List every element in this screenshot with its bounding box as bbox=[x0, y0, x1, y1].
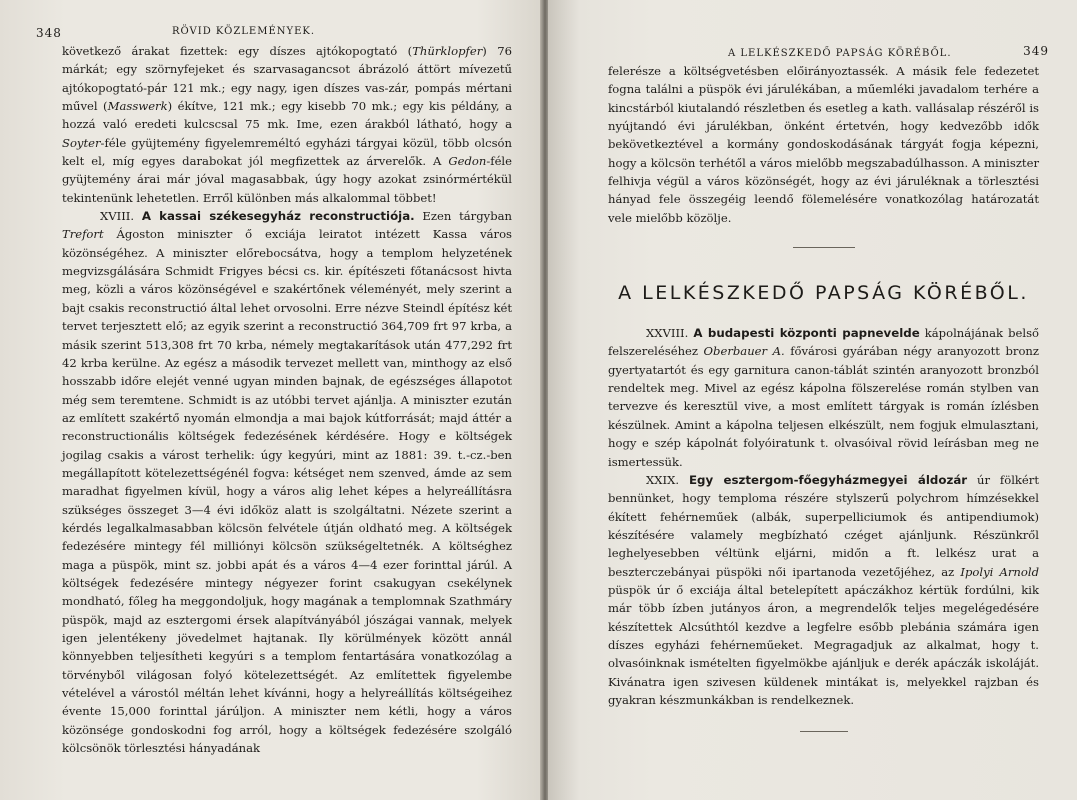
italic-name: Gedon bbox=[448, 154, 487, 169]
text-run: -féle gyüjtemény figyelemreméltó egyházi tárgyai közül, több olcsón kelt el, míg egyes darabokat jól megfizettek az árverelők. A bbox=[62, 135, 512, 169]
paragraph-xxix bbox=[608, 471, 1039, 709]
text-run: ) 76 márkát; egy szörnyfejeket és szarvasagancsot ábrázoló áttört mívezetű ajtókopogtató-pár 121 mk.; egy nagy, igen díszes vas-zár, pompás mértani művel ( bbox=[62, 44, 512, 114]
text-run: püspök úr ő exciája által betelepített apáczákhoz kértük fordúlni, kik már több ízben jutányos áron, a megrendelők teljes megelégedésére készítettek Alcsúthtól kezdve a legfelre esőbb plebánia számára igen díszes egyházi fehérneműeket. Megragadjuk az alkalmat, hogy t. olvasóinknak ismételten figyelmökbe ajánljuk e derék apáczák iskoláját. Kivánatra igen szivesen küldenek mintákat is, melyekkel rajzban és gyakran készmunkákban is rendelkeznek. bbox=[608, 582, 1039, 707]
right-page bbox=[548, 0, 1077, 800]
left-running-head bbox=[36, 24, 512, 42]
left-running-title: RÖVID KÖZLEMÉNYEK. bbox=[172, 26, 316, 37]
text-run: fővárosi gyárában négy aranyozott bronz gyertyatartót és egy garnitura canon-táblát szintén aranyozott bronzból rendeltek meg. Mivel az egész kápolna fölszerelése román stylben van tervezve és keresztül vive, a most említett tárgyak is román ízlésben készülnek. Amint a kápolna teljesen elkészült, nem fogjuk elmulasztani, hogy e szép kápolnát folyóiratunk t. olvasóival rövid leírásban meg ne ismertessük. bbox=[608, 344, 1040, 469]
paragraph-xviii bbox=[62, 207, 512, 757]
left-page-number: 348 bbox=[36, 26, 62, 40]
section-heading: A budapesti központi papnevelde bbox=[693, 326, 920, 341]
section-heading: A kassai székesegyház reconstructiója. bbox=[141, 209, 415, 224]
text-run: ) ékítve, 121 mk.; egy kisebb 70 mk.; egy kis példány, a hozzá való eredeti kulcscsal 75 mk. Ime, ezen árakból látható, hogy a bbox=[62, 99, 512, 132]
text-run: -féle gyüjtemény árai már jóval magasabbak, úgy hogy azokat zsinórmértékül tekintenünk lehetetlen. Erről különben más alkalommal többet! bbox=[62, 154, 512, 205]
italic-name: Oberbauer A. bbox=[703, 344, 785, 359]
italic-name: Ipolyi Arnold bbox=[960, 564, 1039, 579]
text-run: Ezen tárgyban bbox=[414, 209, 512, 224]
section-title: A LELKÉSZKEDŐ PAPSÁG KÖRÉBŐL. bbox=[618, 282, 1029, 305]
right-running-title: A LELKÉSZKEDŐ PAPSÁG KÖRÉBŐL. bbox=[728, 48, 952, 59]
paragraph-xxviii bbox=[608, 324, 1039, 471]
italic-name: Soyter bbox=[62, 135, 101, 150]
section-heading: Egy esztergom-főegyházmegyei áldozár bbox=[688, 472, 968, 487]
text-run: Ágoston miniszter ő exciája leiratot intézett Kassa város közönségéhez. A miniszter előrebocsátva, hogy a templom helyzetének megvizsgálására Schmidt Frigyes bécsi cs. kir. építészeti főtanácsost hivta meg, közli a város közönségével e szakértőnek véleményét, mely szerint a bajt csakis reconstructió által lehet orvosolni. Erre nézve Steindl építész két tervet terjesztett elő; az egyik szerint a reconstructió 364,709 frt 97 krba, a másik szerint 513,308 frt 70 krba, némely megtakarítások után 477,292 frt 42 krba kerülne. Az egész a második tervezet mellett van, minthogy az első hosszabb időre elejét venné ugyan minden bajnak, de egészséges állapotot még sem teremtene. Schmidt is az utóbbi tervet ajánlja. A miniszter ezután az említett szakértő nyomán elmondja a mai bajok kútforrását; majd áttér a reconstructionális költségek fedezésének kérdésére. Hogy e költségek jogilag csakis a várost terhelik: úgy kegyúri, mint az 1881: 39. t.-cz.-ben megállapított kötelezettségénél fogva: kétséget nem szenved, ámde az sem maradhat figyelmen kívül, hogy a város alig lehet képes a helyreállításra szükséges összeget 3—4 évi időköz alatt is szolgáltatni. Nézete szerint a kérdés legalkalmasabban kölcsön felvétele útján oldható meg. A költségek fedezésére mintegy fél milliónyi kölcsön szükségeltetnék. A költséghez maga a püspök, mint sz. jobbi apát és a város 4—4 ezer forinttal járúl. A költségek fedezésére mintegy négyezer forint csakugyan csekélynek mondható, főleg ha meggondoljuk, hogy magának a templomnak Szathmáry püspök, majd az esztergomi érsek alapítványából jószágai vannak, melyek igen jelentékeny jövedelmet hajtanak. Ily körülmények között annál könnyebben teljesítheti kegyúri s a templom fentartására vonatkozólag a törvényből világosan folyó kötelezettségét. Az említettek figyelembe vételével a várostól méltán lehet kívánni, hogy a helyreállítás költségeihez évente 15,000 forinttal járúljon. A miniszter nem kétli, hogy a város közönsége gondoskodni fog arról, hogy a költségek fedezésére szolgáló kölcsönök törlesztési hányadának bbox=[62, 227, 512, 756]
section-number: XXVIII. bbox=[646, 326, 694, 341]
text-run: úr fölkért bennünket, hogy temploma részére stylszerű polychrom hímzésekkel ékített fehérneműek (albák, superpelliciumok és antipendiumok) készítésére valamely megbízható czéget ajánljunk. Részünkről leghelyesebben véltünk eljárni, midőn a ft. lelkész urat a beszterczebányai püspöki női ipartanoda vezetőjéhez, az bbox=[608, 472, 1039, 579]
italic-name: Trefort bbox=[62, 227, 104, 242]
section-divider bbox=[793, 247, 855, 248]
right-page-number: 349 bbox=[1023, 44, 1049, 58]
section-number: XVIII. bbox=[100, 209, 142, 224]
end-divider bbox=[800, 731, 848, 732]
section-number: XXIX. bbox=[646, 472, 689, 487]
paragraph-continuation: felerésze a költségvetésben előirányoztassék. A másik fele fedezetet fogna találni a püspök évi járulékában, a műemléki javadalom terhére a kincstárból kiutalandó részletben és esetleg a kath. vallásalap részéről is nyújtandó évi járulékban, önként értetvén, hogy kedvezőbb idők bekövetkeztével a kormány gondoskodásának tárgyát fogja képezni, hogy a kölcsön terhétől a város mielőbb megszabadúlhasson. A miniszter felhivja végül a város közönségét, hogy az évi járuléknak a törlesztési hányad fele összegéig leendő fölemelésére vonatkozólag határozatát vele mielőbb közölje. bbox=[608, 64, 1039, 225]
paragraph-auction-prices bbox=[62, 42, 512, 207]
text-run: következő árakat fizettek: egy díszes ajtókopogtató ( bbox=[62, 44, 413, 58]
text-run: kápolnájának belső felszereléséhez bbox=[608, 326, 1039, 359]
italic-term: Thürklopfer bbox=[412, 44, 483, 58]
italic-term: Masswerk bbox=[107, 99, 168, 114]
right-running-head bbox=[608, 44, 1049, 62]
